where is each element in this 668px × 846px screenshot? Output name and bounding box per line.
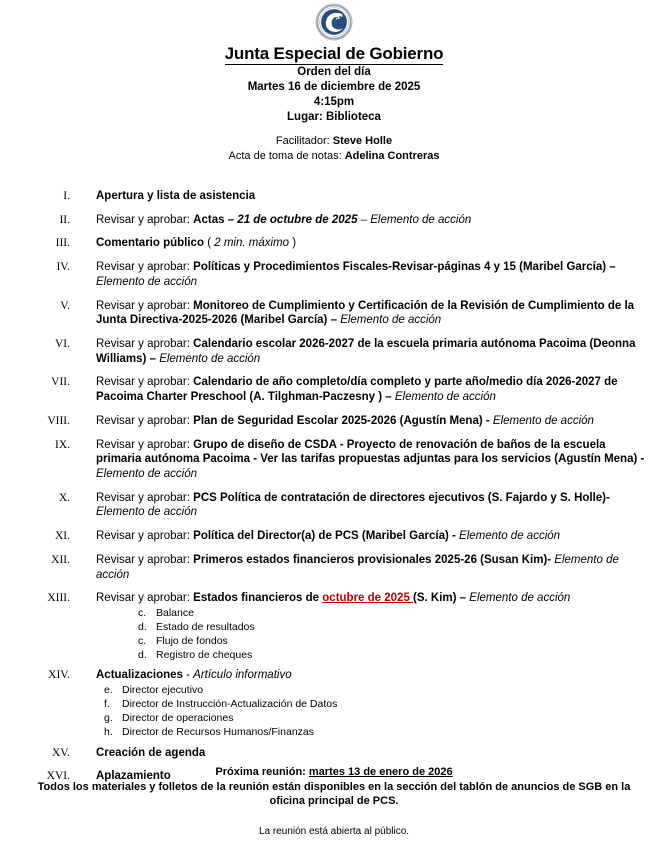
item-lead: Revisar y aprobar: <box>96 414 190 427</box>
next-meeting-date: martes 13 de enero de 2026 <box>308 765 453 778</box>
paren-open: ( <box>207 237 212 250</box>
item-numeral: IV. <box>56 261 70 274</box>
item-title: Monitoreo de Cumplimiento y Certificación de la Revisión de Cumplimiento de la Junta Directiva-2025-2026 (Maribel García) – <box>96 299 635 327</box>
item-body <box>70 414 650 429</box>
materials-notice: Todos los materiales y folletos de la reunión están disponibles en la sección del tablón de anuncios de SGB en la oficina principal de PCS. <box>37 780 631 808</box>
item-info-tag: Artículo informativo <box>193 669 292 682</box>
item-body <box>70 213 650 228</box>
facilitator-line <box>0 134 668 149</box>
item-numeral: XVI. <box>46 770 70 783</box>
item-action-tag: – Elemento de acción <box>360 213 472 226</box>
notetaker-label: Acta de toma de notas: <box>228 150 342 163</box>
item-numeral: XIII. <box>47 592 70 605</box>
list-item <box>104 712 650 726</box>
page-title-wrap <box>0 41 668 65</box>
item-title: Creación de agenda <box>96 746 206 759</box>
agenda-item <box>24 337 650 366</box>
public-notice: La reunión está abierta al público. <box>258 826 410 837</box>
agenda-item <box>24 529 650 544</box>
item-body <box>70 668 650 739</box>
agenda-item <box>24 746 650 761</box>
sub-text: Balance <box>156 607 194 620</box>
list-item <box>138 621 650 635</box>
item-title: Primeros estados financieros provisionales 2025-26 (Susan Kim)- <box>193 553 552 566</box>
item-action-tag: Elemento de acción <box>96 506 198 519</box>
sub-letter: d. <box>138 620 147 633</box>
sub-letter: f. <box>104 698 110 711</box>
item-lead: Revisar y aprobar: <box>96 530 190 543</box>
list-item <box>138 649 650 663</box>
item-numeral: VII. <box>51 376 70 389</box>
sub-text: Director de operaciones <box>122 711 234 724</box>
item-numeral: XV. <box>51 746 70 759</box>
item-action-tag: Elemento de acción <box>96 275 198 288</box>
item-body <box>70 189 650 204</box>
agenda-item <box>24 213 650 228</box>
list-item <box>104 698 650 712</box>
list-item <box>138 635 650 649</box>
item-lead: Revisar y aprobar: <box>96 592 190 605</box>
item-lead: Revisar y aprobar: <box>96 491 190 504</box>
next-meeting-label: Próxima reunión: <box>215 765 306 778</box>
paren-close: ) <box>292 237 297 250</box>
agenda-item <box>24 491 650 520</box>
page-title: Junta Especial de Gobierno <box>224 44 444 63</box>
list-item <box>104 684 650 698</box>
item-title: Calendario de año completo/día completo y parte año/medio día 2026-2027 de Pacoima Charter Preschool (A. Tilghman-Paczesny ) – <box>96 376 618 404</box>
item-title: Estados financieros de <box>193 592 320 605</box>
item-title-suffix: (S. Kim) – <box>413 592 467 605</box>
item-body <box>70 491 650 520</box>
item-title: Apertura y lista de asistencia <box>96 189 256 202</box>
item-numeral: VI. <box>54 337 70 350</box>
item-sublist <box>96 607 650 662</box>
item-body <box>70 260 650 289</box>
agenda-item <box>24 260 650 289</box>
facilitator-name: Steve Holle <box>332 135 393 148</box>
item-body <box>70 591 650 662</box>
agenda-list <box>0 189 668 784</box>
agenda-item <box>24 189 650 204</box>
meeting-date: Martes 16 de diciembre de 2025 <box>247 80 421 93</box>
item-body <box>70 438 650 482</box>
item-title: Actualizaciones <box>96 669 183 682</box>
sub-letter: c. <box>138 607 147 620</box>
document-header <box>0 41 668 164</box>
item-lead: Revisar y aprobar: <box>96 376 190 389</box>
item-title: Actas – <box>193 213 235 226</box>
item-body <box>70 553 650 582</box>
list-item <box>138 607 650 621</box>
item-numeral: III. <box>55 237 70 250</box>
agenda-item <box>24 553 650 582</box>
item-body <box>70 236 650 251</box>
item-body <box>70 529 650 544</box>
agenda-item <box>24 414 650 429</box>
item-numeral: X. <box>58 491 70 504</box>
sub-letter: g. <box>104 711 113 724</box>
sub-letter: e. <box>104 684 113 697</box>
item-action-tag: Elemento de acción <box>469 592 571 605</box>
document-footer <box>0 765 668 838</box>
item-title: Comentario público <box>96 237 204 250</box>
notetaker-name: Adelina Contreras <box>344 150 440 163</box>
logo-container <box>0 0 668 41</box>
item-action-tag: Elemento de acción <box>96 467 198 480</box>
facilitator-label: Facilitador: <box>275 135 330 148</box>
item-action-tag: Elemento de acción <box>492 414 594 427</box>
item-action-tag: Elemento de acción <box>394 391 496 404</box>
item-numeral: I. <box>63 189 70 202</box>
meeting-time: 4:15pm <box>313 95 355 108</box>
item-title: Políticas y Procedimientos Fiscales-Revisar-páginas 4 y 15 (Maribel García) – <box>193 261 616 274</box>
item-numeral: II. <box>59 213 70 226</box>
item-title: Calendario escolar 2026-2027 de la escuela primaria autónoma Pacoima (Deonna Williams) – <box>96 337 636 365</box>
circular-seal-logo <box>315 3 353 41</box>
next-meeting-line <box>26 765 642 783</box>
item-title: PCS Política de contratación de directores ejecutivos (S. Fajardo y S. Holle)- <box>193 491 610 504</box>
item-title: Plan de Seguridad Escolar 2025-2026 (Agustín Mena) - <box>193 414 490 427</box>
sub-letter: d. <box>138 648 147 661</box>
agenda-item <box>24 375 650 404</box>
agenda-item <box>24 438 650 482</box>
item-action-tag: Elemento de acción <box>96 553 619 581</box>
item-lead: Revisar y aprobar: <box>96 553 190 566</box>
sub-text: Director de Instrucción-Actualización de Datos <box>122 698 338 711</box>
item-lead: Revisar y aprobar: <box>96 438 190 451</box>
item-body <box>70 337 650 366</box>
item-body <box>70 746 650 761</box>
item-action-tag: Elemento de acción <box>159 352 261 365</box>
item-numeral: XIV. <box>48 669 70 682</box>
item-lead: Revisar y aprobar: <box>96 299 190 312</box>
item-title: Grupo de diseño de CSDA - Proyecto de renovación de baños de la escuela primaria autónoma Pacoima - Ver las tarifas propuestas adjuntas para los servicios (Agustín Mena) - <box>96 438 645 466</box>
sub-text: Director ejecutivo <box>122 684 204 697</box>
item-note: 2 min. máximo <box>214 237 290 250</box>
meeting-location: Lugar: Biblioteca <box>287 111 381 124</box>
item-title: Aplazamiento <box>96 770 171 783</box>
agenda-item <box>24 591 650 662</box>
item-numeral: XII. <box>51 553 70 566</box>
sub-text: Estado de resultados <box>156 620 255 633</box>
sub-text: Registro de cheques <box>156 648 253 661</box>
item-numeral: XI. <box>54 530 70 543</box>
agenda-label: Orden del día <box>297 65 371 78</box>
notetaker-line <box>0 149 668 164</box>
item-action-tag: Elemento de acción <box>340 314 442 327</box>
agenda-item <box>24 668 650 739</box>
item-numeral: V. <box>60 299 70 312</box>
sub-letter: c. <box>138 634 147 647</box>
item-lead: Revisar y aprobar: <box>96 213 190 226</box>
item-body <box>70 299 650 328</box>
item-lead: Revisar y aprobar: <box>96 261 190 274</box>
item-title: Política del Director(a) de PCS (Maribel García) - <box>193 530 456 543</box>
financial-period-link[interactable]: octubre de 2025 <box>322 592 414 605</box>
item-action-tag: Elemento de acción <box>459 530 561 543</box>
meeting-roles <box>0 134 668 164</box>
item-emphasis: 21 de octubre de 2025 <box>237 213 358 226</box>
item-numeral: VIII. <box>47 414 70 427</box>
item-separator: - <box>186 669 190 682</box>
item-sublist <box>96 684 650 739</box>
sub-letter: h. <box>104 725 113 738</box>
sub-text: Flujo de fondos <box>156 634 228 647</box>
item-body <box>70 375 650 404</box>
list-item <box>104 726 650 740</box>
item-lead: Revisar y aprobar: <box>96 337 190 350</box>
agenda-item <box>24 236 650 251</box>
sub-text: Director de Recursos Humanos/Finanzas <box>122 725 314 738</box>
agenda-item <box>24 299 650 328</box>
item-numeral: IX. <box>54 438 70 451</box>
